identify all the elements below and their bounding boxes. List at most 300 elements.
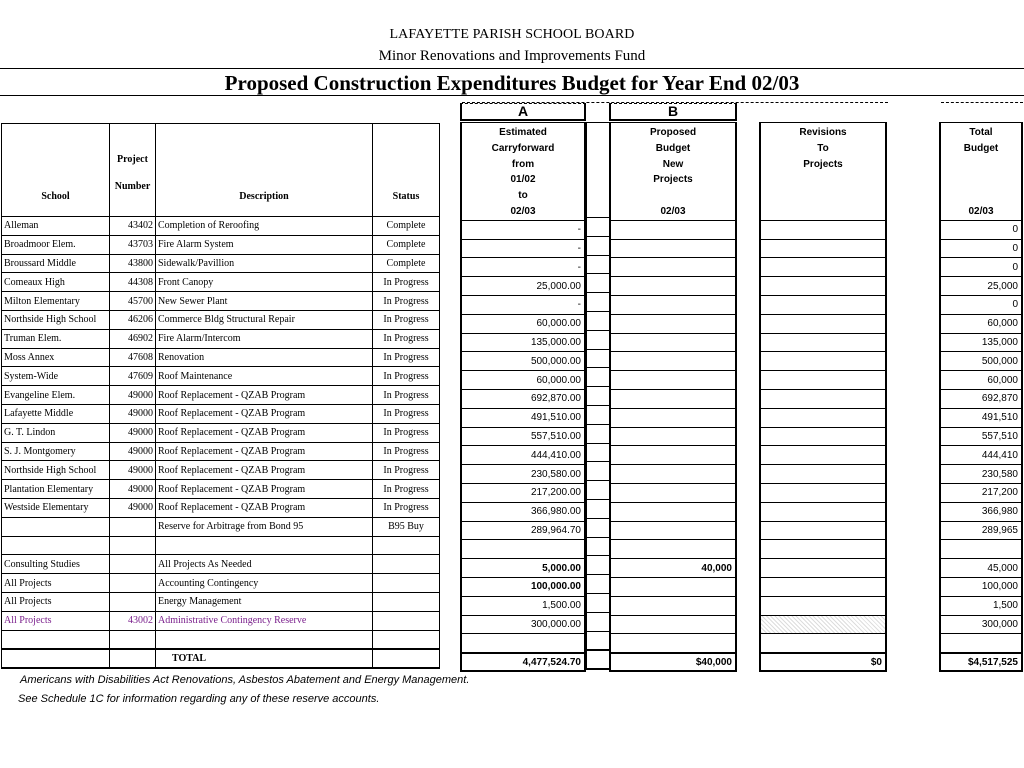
table-row (760, 427, 886, 446)
table-row (610, 577, 736, 596)
description-cell: Front Canopy (156, 273, 373, 292)
status-cell: In Progress (373, 423, 440, 442)
table-row (461, 465, 585, 484)
table-row (940, 559, 1022, 578)
table-row (2, 611, 440, 630)
table-row (610, 258, 736, 277)
column-header-line: Estimated (499, 127, 547, 138)
table-row (587, 593, 610, 612)
table-row (461, 314, 585, 333)
table-row (461, 483, 585, 502)
table-row (940, 615, 1022, 634)
value-cell-b (610, 615, 736, 634)
value-cell-null (587, 330, 610, 349)
table-row (461, 295, 585, 314)
column-header-line (944, 157, 1018, 173)
column-ab-spacer (586, 122, 610, 670)
value-cell-c (760, 596, 886, 615)
school-cell: Northside High School (2, 310, 110, 329)
table-row (587, 443, 610, 462)
value-cell-c (760, 352, 886, 371)
description-cell: Commerce Bldg Structural Repair (156, 310, 373, 329)
value-cell-b (610, 634, 736, 653)
value-cell-c (760, 239, 886, 258)
project-number-cell (110, 536, 156, 555)
column-header-row (587, 123, 610, 218)
value-cell-c (760, 314, 886, 333)
value-cell-d: 60,000 (940, 371, 1022, 390)
table-row (610, 371, 736, 390)
description-cell: Renovation (156, 348, 373, 367)
table-row (2, 517, 440, 536)
school-cell: Evangeline Elem. (2, 386, 110, 405)
column-header-line (764, 172, 882, 188)
table-row (610, 634, 736, 653)
value-cell-b (610, 446, 736, 465)
table-row (2, 348, 440, 367)
table-row (2, 217, 440, 236)
table-row (2, 592, 440, 611)
table-row (587, 349, 610, 368)
header-dash-d (941, 102, 1023, 103)
status-cell: In Progress (373, 329, 440, 348)
school-cell: G. T. Lindon (2, 423, 110, 442)
total-value-a: 4,477,524.70 (461, 653, 585, 672)
school-cell: Alleman (2, 217, 110, 236)
project-number-cell: 49000 (110, 498, 156, 517)
table-row (587, 537, 610, 556)
table-row (587, 556, 610, 575)
table-row (587, 424, 610, 443)
header-project-number (110, 124, 156, 217)
table-row (760, 314, 886, 333)
table-row (587, 311, 610, 330)
status-cell: B95 Buy (373, 517, 440, 536)
value-cell-a: 692,870.00 (461, 389, 585, 408)
project-number-cell: 49000 (110, 386, 156, 405)
table-row (461, 540, 585, 559)
value-cell-b (610, 371, 736, 390)
value-cell-a: 366,980.00 (461, 502, 585, 521)
table-row (940, 352, 1022, 371)
description-cell: Roof Replacement - QZAB Program (156, 442, 373, 461)
status-cell: In Progress (373, 348, 440, 367)
project-number-cell (110, 555, 156, 574)
school-cell: Plantation Elementary (2, 480, 110, 499)
total-label: TOTAL (156, 649, 373, 668)
header-school: School (2, 124, 110, 217)
table-row (760, 277, 886, 296)
table-row (610, 446, 736, 465)
value-cell-a: - (461, 295, 585, 314)
table-row (610, 483, 736, 502)
table-row (610, 333, 736, 352)
table-row (940, 408, 1022, 427)
table-row (760, 239, 886, 258)
table-row (461, 333, 585, 352)
value-cell-c (760, 446, 886, 465)
table-row (760, 483, 886, 502)
value-cell-d: 289,965 (940, 521, 1022, 540)
project-number-cell: 47609 (110, 367, 156, 386)
table-row (940, 502, 1022, 521)
table-row (461, 559, 585, 578)
footnote-1: Americans with Disabilities Act Renovations, Asbestos Abatement and Energy Management. (20, 674, 470, 686)
project-number-cell: 43402 (110, 217, 156, 236)
table-row (587, 368, 610, 387)
column-header-line (764, 204, 882, 220)
table-row (610, 295, 736, 314)
value-cell-a: 289,964.70 (461, 521, 585, 540)
value-cell-d: 60,000 (940, 314, 1022, 333)
table-row (760, 220, 886, 239)
status-cell: Complete (373, 235, 440, 254)
project-number-cell: 44308 (110, 273, 156, 292)
column-header-line: Projects (653, 174, 693, 186)
table-row (461, 389, 585, 408)
school-cell (2, 517, 110, 536)
table-row (461, 371, 585, 390)
value-cell-null (587, 631, 610, 650)
table-row (940, 333, 1022, 352)
project-number-cell: 43703 (110, 235, 156, 254)
description-cell: Sidewalk/Pavillion (156, 254, 373, 273)
description-cell: Roof Replacement - QZAB Program (156, 423, 373, 442)
table-row (940, 258, 1022, 277)
value-cell-b (610, 577, 736, 596)
status-cell (373, 611, 440, 630)
project-number-cell: 49000 (110, 480, 156, 499)
table-row (587, 236, 610, 255)
table-row (2, 386, 440, 405)
value-cell-c (760, 465, 886, 484)
value-cell-null (587, 593, 610, 612)
value-cell-null (587, 274, 610, 293)
title-rule-bottom (0, 95, 1024, 96)
value-cell-b (610, 465, 736, 484)
school-cell: All Projects (2, 611, 110, 630)
table-row (587, 499, 610, 518)
total-value-d: $4,517,525 (940, 653, 1022, 672)
project-number-cell: 47608 (110, 348, 156, 367)
status-cell (373, 630, 440, 649)
value-cell-a: 491,510.00 (461, 408, 585, 427)
fund-title: Minor Renovations and Improvements Fund (378, 48, 646, 64)
table-row (610, 596, 736, 615)
header-status: Status (373, 124, 440, 217)
project-number-cell (110, 592, 156, 611)
value-cell-null (587, 518, 610, 537)
school-cell: All Projects (2, 592, 110, 611)
total-row (461, 653, 585, 672)
description-cell: Completion of Reroofing (156, 217, 373, 236)
value-cell-c (760, 220, 886, 239)
total-value-b: $40,000 (610, 653, 736, 672)
description-cell: Roof Replacement - QZAB Program (156, 386, 373, 405)
table-row (2, 235, 440, 254)
school-cell (2, 630, 110, 649)
column-header-line: Budget (963, 142, 999, 154)
table-row (940, 371, 1022, 390)
value-cell-null (587, 424, 610, 443)
table-row (461, 634, 585, 653)
value-cell-b (610, 389, 736, 408)
value-cell-c (760, 502, 886, 521)
value-cell-a: 60,000.00 (461, 314, 585, 333)
value-cell-a: 444,410.00 (461, 446, 585, 465)
table-row (760, 389, 886, 408)
table-row (587, 255, 610, 274)
status-cell: In Progress (373, 292, 440, 311)
value-cell-d: 444,410 (940, 446, 1022, 465)
column-header-line: Revisions (799, 127, 847, 138)
table-row (760, 352, 886, 371)
left-table (1, 123, 440, 669)
value-cell-c (760, 634, 886, 653)
table-row (2, 423, 440, 442)
status-cell: In Progress (373, 367, 440, 386)
value-cell-a: 500,000.00 (461, 352, 585, 371)
value-cell-c (760, 389, 886, 408)
value-cell-null (587, 387, 610, 406)
value-cell-b (610, 540, 736, 559)
value-cell-d (940, 540, 1022, 559)
value-cell-d: 45,000 (940, 559, 1022, 578)
table-row (760, 559, 886, 578)
project-number-cell: 46206 (110, 310, 156, 329)
value-cell-c (760, 615, 886, 634)
table-row (461, 502, 585, 521)
total-number-blank (110, 649, 156, 668)
status-cell (373, 536, 440, 555)
table-row (610, 277, 736, 296)
table-row (760, 577, 886, 596)
table-row (760, 615, 886, 634)
table-row (940, 389, 1022, 408)
table-row (610, 352, 736, 371)
status-cell: In Progress (373, 442, 440, 461)
table-row (461, 596, 585, 615)
project-number-cell: 46902 (110, 329, 156, 348)
table-row (461, 521, 585, 540)
table-row (461, 427, 585, 446)
header-description: Description (156, 124, 373, 217)
table-row (461, 239, 585, 258)
table-row (461, 220, 585, 239)
value-cell-a: 135,000.00 (461, 333, 585, 352)
project-number-cell: 43800 (110, 254, 156, 273)
value-cell-b (610, 277, 736, 296)
value-cell-b (610, 220, 736, 239)
column-header-line (944, 172, 1018, 188)
total-row (2, 649, 440, 668)
table-row (940, 446, 1022, 465)
table-row (2, 273, 440, 292)
value-cell-null (587, 405, 610, 424)
column-a-table (460, 122, 586, 672)
column-header-line: To (817, 142, 829, 154)
table-row (940, 427, 1022, 446)
table-row (760, 596, 886, 615)
value-cell-d: 692,870 (940, 389, 1022, 408)
value-cell-c (760, 295, 886, 314)
project-number-cell (110, 574, 156, 593)
table-row (760, 634, 886, 653)
value-cell-null (587, 575, 610, 594)
value-cell-d: 366,980 (940, 502, 1022, 521)
school-cell: Broussard Middle (2, 254, 110, 273)
left-header-row (2, 124, 440, 217)
column-header-line: 02/03 (968, 205, 994, 217)
project-number-cell: 49000 (110, 423, 156, 442)
table-row (610, 615, 736, 634)
value-cell-b (610, 502, 736, 521)
project-number-cell: 49000 (110, 442, 156, 461)
column-header-line (614, 188, 732, 204)
table-row (610, 465, 736, 484)
value-cell-b (610, 427, 736, 446)
value-cell-null (587, 499, 610, 518)
column-header-line: from (511, 158, 535, 170)
value-cell-null (587, 481, 610, 500)
value-cell-null (587, 368, 610, 387)
description-cell: Roof Replacement - QZAB Program (156, 404, 373, 423)
value-cell-a: - (461, 258, 585, 277)
column-header-line: Proposed (649, 127, 697, 138)
status-cell: In Progress (373, 273, 440, 292)
column-header-line: New (662, 158, 684, 170)
school-cell: Northside High School (2, 461, 110, 480)
column-header-row (760, 123, 886, 221)
table-row (587, 405, 610, 424)
description-cell: Roof Replacement - QZAB Program (156, 498, 373, 517)
table-row (760, 258, 886, 277)
table-row (2, 480, 440, 499)
table-row (940, 277, 1022, 296)
column-header-row (461, 123, 585, 221)
value-cell-null (587, 612, 610, 631)
value-cell-d: 300,000 (940, 615, 1022, 634)
value-cell-c (760, 371, 886, 390)
project-number-cell (110, 630, 156, 649)
column-header-line: Projects (803, 158, 843, 170)
total-row (760, 653, 886, 672)
table-row (2, 310, 440, 329)
column-header-row (940, 123, 1022, 221)
table-row (940, 465, 1022, 484)
description-cell: Roof Replacement - QZAB Program (156, 461, 373, 480)
description-cell: Energy Management (156, 592, 373, 611)
value-cell-c (760, 483, 886, 502)
table-row (940, 521, 1022, 540)
table-row (587, 462, 610, 481)
table-row (760, 502, 886, 521)
header-project-top: Project (117, 154, 148, 165)
value-cell-b (610, 483, 736, 502)
value-cell-c (760, 427, 886, 446)
table-row (2, 498, 440, 517)
school-cell: S. J. Montgomery (2, 442, 110, 461)
column-header-null (587, 123, 610, 218)
value-cell-b (610, 408, 736, 427)
table-row (760, 446, 886, 465)
table-row (587, 612, 610, 631)
table-row (461, 352, 585, 371)
value-cell-c (760, 408, 886, 427)
value-cell-c (760, 559, 886, 578)
value-cell-a: 60,000.00 (461, 371, 585, 390)
table-row (2, 254, 440, 273)
table-row (940, 295, 1022, 314)
total-value-spacer (587, 650, 610, 669)
value-cell-d: 135,000 (940, 333, 1022, 352)
table-row (610, 408, 736, 427)
value-cell-d: 491,510 (940, 408, 1022, 427)
table-row (610, 389, 736, 408)
total-status-blank (373, 649, 440, 668)
column-header-line: Budget (655, 142, 691, 154)
table-row (587, 631, 610, 650)
table-row (587, 293, 610, 312)
value-cell-a (461, 540, 585, 559)
value-cell-a: 5,000.00 (461, 559, 585, 578)
table-row (461, 277, 585, 296)
value-cell-null (587, 293, 610, 312)
table-row (2, 404, 440, 423)
table-row (587, 274, 610, 293)
value-cell-b: 40,000 (610, 559, 736, 578)
table-row (610, 239, 736, 258)
table-row (461, 615, 585, 634)
project-number-cell: 49000 (110, 461, 156, 480)
table-row (2, 461, 440, 480)
value-cell-a: 300,000.00 (461, 615, 585, 634)
table-row (2, 292, 440, 311)
column-d-table (939, 122, 1023, 672)
value-cell-a: - (461, 239, 585, 258)
column-header-line: to (518, 190, 528, 202)
school-cell: System-Wide (2, 367, 110, 386)
value-cell-b (610, 239, 736, 258)
description-cell: Roof Replacement - QZAB Program (156, 480, 373, 499)
table-row (461, 577, 585, 596)
table-row (760, 540, 886, 559)
table-row (610, 220, 736, 239)
value-cell-b (610, 352, 736, 371)
value-cell-b (610, 258, 736, 277)
value-cell-d: 230,580 (940, 465, 1022, 484)
status-cell: In Progress (373, 404, 440, 423)
school-cell: Comeaux High (2, 273, 110, 292)
description-cell: Reserve for Arbitrage from Bond 95 (156, 517, 373, 536)
org-title: LAFAYETTE PARISH SCHOOL BOARD (389, 27, 635, 42)
total-row (587, 650, 610, 669)
table-row (610, 427, 736, 446)
value-cell-d: 0 (940, 239, 1022, 258)
school-cell: Broadmoor Elem. (2, 235, 110, 254)
table-row (760, 333, 886, 352)
table-row (940, 239, 1022, 258)
school-cell: Westside Elementary (2, 498, 110, 517)
value-cell-c (760, 258, 886, 277)
table-row (940, 634, 1022, 653)
title-rule-top (0, 68, 1024, 69)
header-project-bottom: Number (114, 181, 151, 192)
status-cell: Complete (373, 254, 440, 273)
value-cell-d: 0 (940, 258, 1022, 277)
project-number-cell: 49000 (110, 404, 156, 423)
table-row (760, 521, 886, 540)
